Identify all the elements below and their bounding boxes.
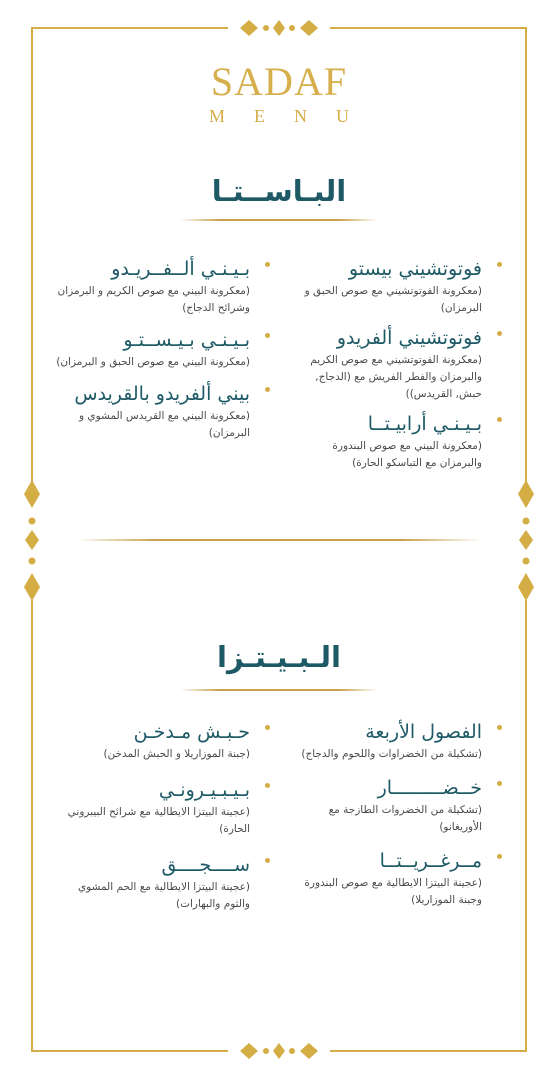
left-side-ornament	[20, 478, 44, 604]
menu-item-description: (تشكيلة من الخضراوات واللحوم والدجاج)	[301, 748, 482, 760]
bullet-icon	[497, 331, 502, 336]
menu-item-description: (عجينة البيتزا الايطالية مع صوص البندورة وجبنة الموزاريلا)	[304, 877, 482, 906]
pasta-title-underline	[180, 219, 378, 221]
menu-item-fettuccine-alfredo	[300, 325, 482, 403]
bullet-icon	[265, 387, 270, 392]
pizza-title-underline	[180, 689, 378, 691]
menu-item-pepperoni	[52, 777, 250, 838]
section-divider	[76, 539, 482, 541]
menu-item-name: بـيـبـيـرونـي	[158, 779, 250, 801]
menu-item-penne-alfredo	[52, 256, 250, 317]
menu-item-description: (جبنة الموزاريلا و الحبش المدخن)	[103, 748, 250, 760]
bullet-icon	[497, 781, 502, 786]
bullet-icon	[497, 854, 502, 859]
menu-item-description: (معكرونة الفوتوتشيني مع صوص الحبق و البرمزان)	[304, 285, 482, 314]
pasta-right-column	[300, 256, 482, 472]
pizza-left-column	[52, 719, 250, 913]
menu-item-description: (عجينة البيتزا الايطالية مع الحم المشوي والثوم والبهارات)	[77, 881, 250, 910]
bottom-diamond-ornament	[220, 1039, 338, 1063]
menu-item-name: الفصول الأربعة	[365, 721, 482, 743]
menu-item-penne-pesto	[52, 327, 250, 371]
bullet-icon	[497, 725, 502, 730]
menu-item-name: بـيـنـي ألــفــريـدو	[111, 258, 250, 280]
menu-item-name: خــضـــــــــار	[377, 777, 482, 799]
pizza-section-title: الـبـيـتـزا	[217, 640, 341, 674]
menu-item-name: بيني ألفريدو بالقريدس	[74, 383, 250, 405]
bullet-icon	[265, 858, 270, 863]
menu-item-name: بـيـنـي أرابيـتــا	[367, 413, 482, 435]
right-side-ornament	[514, 478, 538, 604]
menu-item-description: (عجينة البيتزا الايطالية مع شرائح البيبروني الحارة)	[67, 806, 250, 835]
menu-item-four-seasons	[300, 719, 482, 763]
bullet-icon	[265, 333, 270, 338]
menu-item-description: (معكرونة البيني مع القريدس المشوي و البرمزان)	[78, 410, 250, 439]
menu-item-sausage	[52, 852, 250, 913]
menu-item-description: (معكرونة البيني مع صوص الحبق و البرمزان)	[56, 356, 250, 368]
brand-logo-name: SADAF	[210, 59, 348, 104]
menu-item-description: (معكرونة الفوتوتشيني مع صوص الكريم والبرمزان والفطر الفريش مع (الدجاج, حبش, القريدس))	[310, 354, 482, 400]
bullet-icon	[497, 417, 502, 422]
menu-item-penne-arrabbiata	[300, 411, 482, 472]
pasta-left-column	[52, 256, 250, 442]
menu-item-fettuccine-pesto	[300, 256, 482, 317]
menu-item-margherita	[300, 848, 482, 909]
menu-item-description: (تشكيلة من الخضروات الطازجة مع الأوريغانو)	[328, 804, 482, 833]
bullet-icon	[265, 783, 270, 788]
bullet-icon	[265, 725, 270, 730]
bullet-icon	[497, 262, 502, 267]
menu-item-name: بـيـنـي بـيـســتـو	[123, 329, 250, 351]
top-diamond-ornament	[220, 16, 338, 40]
menu-item-description: (معكرونة البيني مع صوص الكريم و البرمزان وشرائح الدجاج)	[57, 285, 250, 314]
menu-item-name: فوتوتشيني ألفريدو	[336, 327, 482, 349]
menu-item-description: (معكرونة البيني مع صوص البندورة والبرمزان مع التباسكو الحارة)	[332, 440, 482, 469]
pasta-section-title: البـاســتـا	[211, 174, 347, 208]
menu-item-name: حـبـش مـدخـن	[133, 721, 250, 743]
menu-item-penne-alfredo-shrimp	[52, 381, 250, 442]
menu-item-vegetables	[300, 775, 482, 836]
menu-item-smoked-turkey	[52, 719, 250, 763]
brand-logo-subtitle: MENU	[209, 106, 378, 126]
bullet-icon	[265, 262, 270, 267]
menu-item-name: ســــجــــق	[161, 854, 250, 876]
menu-item-name: فوتوتشيني بيستو	[348, 258, 482, 280]
pizza-right-column	[300, 719, 482, 909]
menu-item-name: مــرغــريــتــا	[379, 850, 482, 872]
